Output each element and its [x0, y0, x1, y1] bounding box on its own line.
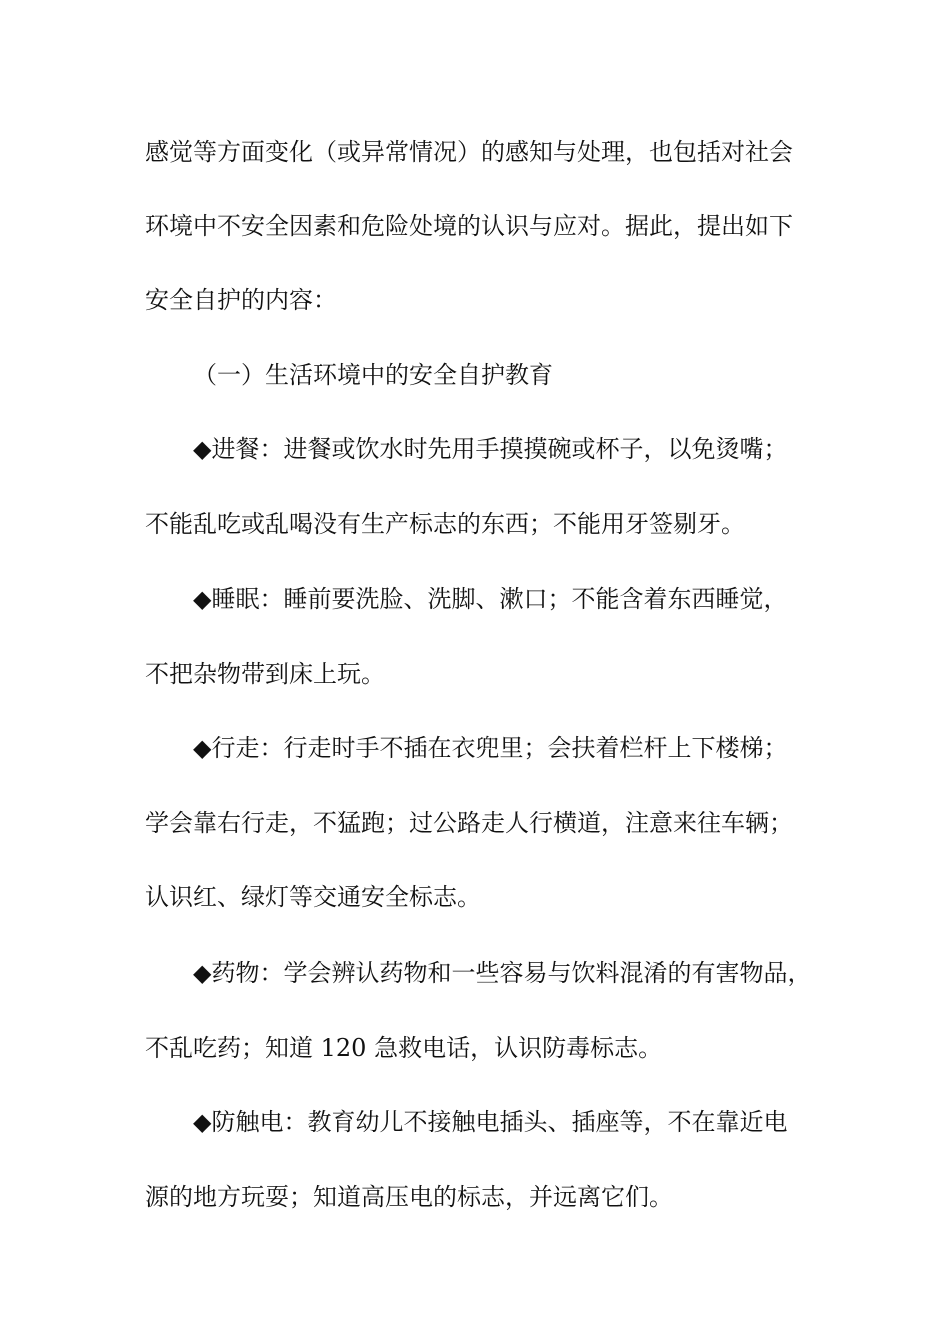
bullet-item-walking: ◆行走：行走时手不插在衣兜里；会扶着栏杆上下楼梯； — [193, 734, 788, 762]
paragraph-line: 安全自护的内容： — [145, 286, 337, 314]
paragraph-line: 不能乱吃或乱喝没有生产标志的东西；不能用牙签剔牙。 — [145, 510, 745, 538]
paragraph-line: 不把杂物带到床上玩。 — [145, 660, 385, 688]
paragraph-line: 感觉等方面变化（或异常情况）的感知与处理，也包括对社会 — [145, 138, 793, 166]
paragraph-line: 学会靠右行走，不猛跑；过公路走人行横道，注意来往车辆； — [145, 809, 793, 837]
bullet-item-dining: ◆进餐：进餐或饮水时先用手摸摸碗或杯子，以免烫嘴； — [193, 435, 788, 463]
section-heading: （一）生活环境中的安全自护教育 — [193, 361, 553, 389]
bullet-item-electric: ◆防触电：教育幼儿不接触电插头、插座等，不在靠近电 — [193, 1108, 788, 1136]
paragraph-line: 不乱吃药；知道 120 急救电话，认识防毒标志。 — [145, 1034, 663, 1062]
bullet-item-sleep: ◆睡眠：睡前要洗脸、洗脚、漱口；不能含着东西睡觉， — [193, 585, 788, 613]
bullet-item-medicine: ◆药物：学会辨认药物和一些容易与饮料混淆的有害物品， — [193, 959, 812, 987]
paragraph-line: 环境中不安全因素和危险处境的认识与应对。据此，提出如下 — [145, 212, 793, 240]
paragraph-line: 认识红、绿灯等交通安全标志。 — [145, 883, 481, 911]
paragraph-line: 源的地方玩耍；知道高压电的标志，并远离它们。 — [145, 1183, 673, 1211]
